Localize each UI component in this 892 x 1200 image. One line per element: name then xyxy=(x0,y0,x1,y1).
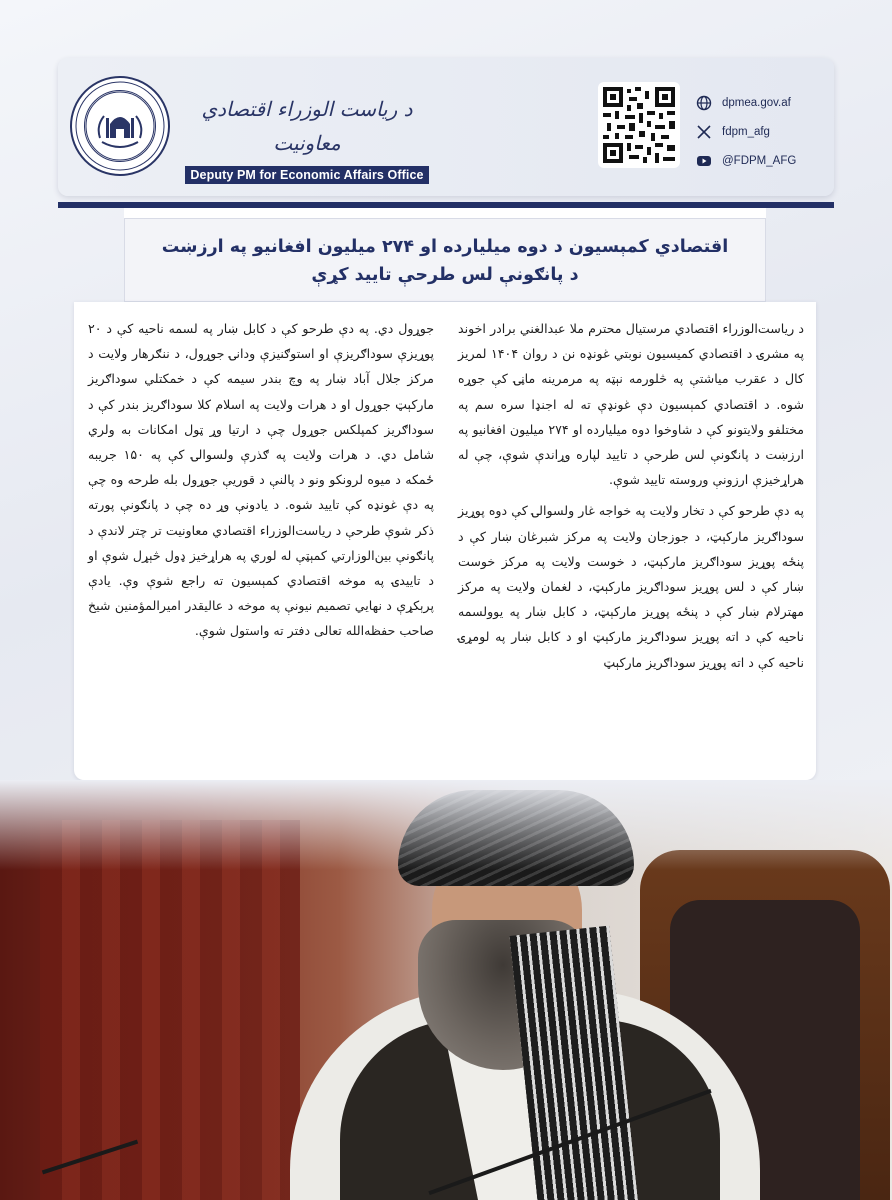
contact-youtube-label: @FDPM_AFG xyxy=(722,154,797,167)
contact-website-label: dpmea.gov.af xyxy=(722,96,791,109)
brand-block xyxy=(182,92,432,184)
headline xyxy=(124,218,766,302)
header-banner xyxy=(58,58,834,196)
emblem-logo xyxy=(70,76,170,176)
paragraph: د ریاست‌الوزراء اقتصادي مرستیال محترم ملا عبدالغني برادر اخوند په مشرۍ د اقتصادي کمیسیون نوبتي غونډه نن د روان ۱۴۰۴ لمریز کال د عقرب میاشتې په څلورمه نېټه په مرمرینه ماڼۍ کې جوړه شوه. د اقتصادي کمېسیون دې غونډې ته له اجنډا سره سم په مختلفو ولایتونو کې د شاوخوا دوه میلیارده او ۲۷۴ میلیون افغانیو په ارزښت د پانګونې لس طرحې د تایید لپاره وړاندې شوې، چې له هراړخیزې ارزونې وروسته تایید شوې. xyxy=(458,321,804,488)
qr-code-icon xyxy=(603,87,675,163)
article-body xyxy=(74,302,816,780)
contact-x-label: fdpm_afg xyxy=(722,125,770,138)
photo-fade xyxy=(0,780,892,870)
globe-icon xyxy=(696,95,712,111)
youtube-icon xyxy=(696,153,712,169)
contact-youtube[interactable] xyxy=(696,146,826,175)
article-column-left xyxy=(88,316,434,650)
x-icon xyxy=(696,124,712,140)
contact-x[interactable] xyxy=(696,117,826,146)
emblem-ring-icon xyxy=(72,78,168,174)
contact-website[interactable] xyxy=(696,88,826,117)
qr-code[interactable] xyxy=(598,82,680,168)
brand-title-pashto: د ریاست الوزراء اقتصادي معاونیت xyxy=(201,97,413,155)
article-column-right xyxy=(458,316,804,681)
brand-title-english: Deputy PM for Economic Affairs Office xyxy=(185,166,428,184)
headline-line-2: د پانګونې لس طرحې تایید کړې xyxy=(311,265,579,285)
headline-line-1: اقتصادي کمېسیون د دوه میلیارده او ۲۷۴ میلیون افغانیو په ارزښت xyxy=(161,237,729,257)
paragraph: په دې طرحو کې د تخار ولایت په خواجه غار ولسوالۍ کې دوه پوړیز سوداګریز مارکېټ، د جوزجان ولایت په مرکز شبرغان ښار کې د پنځه پوړیز سوداګریز مارکېټ، د خوست ولایت په مرکز خوست ښار کې د لس پوړیز سوداګریز مارکېټ، د لغمان ولایت په مرکز مهترلام ښار کې د پنځه پوړیز مارکېټ، د کابل ښار په یوولسمه ناحیه کې د اته پوړیز سوداګریز مارکېټ او د کابل ښار په لومړۍ ناحیه کې د اته پوړیز سوداګریز مارکېټ xyxy=(458,503,804,670)
official-photo xyxy=(0,780,892,1200)
paragraph: جوړول دي. په دې طرحو کې د کابل ښار په لسمه ناحیه کې د ۲۰ پوړیزې سوداګریزې او استوګنیزې ودانۍ جوړول، د ننګرهار ولایت د مرکز جلال آباد ښار په وچ بندر سیمه کې د خمکتلي سوداګریز مارکېټ جوړول او د هرات ولایت په اسلام کلا سوداګریز بندر کې د سوداګریز کمپلکس جوړول چې د ارتیا وړ ټول امکانات به ولري شامل دي. د هرات ولایت په ګذرې ولسوالۍ کې په ۱۵۰ جریبه ځمکه د میوه لرونکو ونو د پالنې د قوریې جوړول بله طرحه وه چې په دې غونډه کې تایید شوه. د یادونې وړ ده چې د پانګونې پورته ذکر شوې طرحې د ریاست‌الوزراء اقتصادي معاونیت تر چتر لاندې د پانګونې بین‌الوزارتي کمېټې له لوري په هراړخیز ډول څېړل شوې او د تاییدۍ په موخه اقتصادي کمېسیون ته راجع شوې وې. یادې پرېکړې د نهایي تصمیم نیونې په موخه د عالیقدر امیرالمؤمنین شیخ صاحب حفظه‌الله تعالی دفتر ته واستول شوې. xyxy=(88,321,434,639)
curtain-background xyxy=(40,820,300,1200)
contact-list xyxy=(696,88,826,175)
